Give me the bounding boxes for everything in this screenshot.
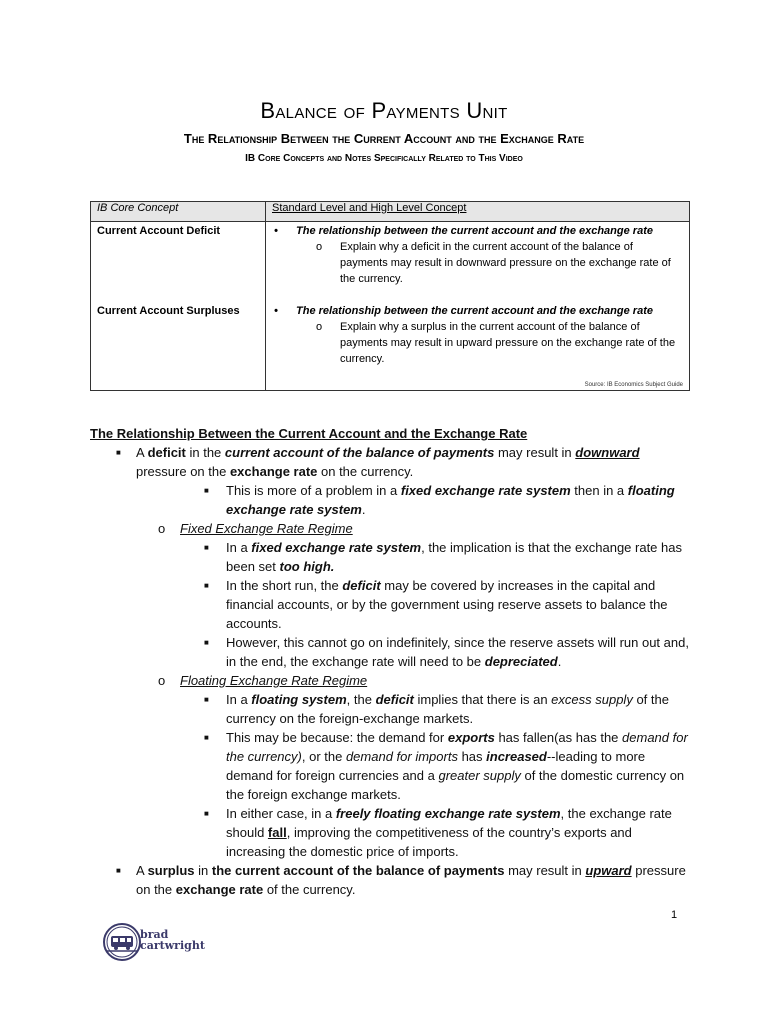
list-item: ■ A deficit in the current account of the balance of payments may result in downward pressure on the exchange rate on the currency.	[116, 445, 640, 479]
concept-deficit-block	[272, 225, 682, 287]
square-bullet-icon: ■	[116, 866, 121, 875]
table-cell-descriptions	[266, 222, 690, 391]
concept-deficit-heading: • The relationship between the current account and the exchange rate	[274, 225, 653, 237]
concept-surplus-label: Current Account Surpluses	[97, 305, 240, 317]
concepts-table	[90, 201, 690, 391]
logo-line-1: brad	[140, 928, 169, 941]
list-item: ■ In the short run, the deficit may be covered by increases in the capital and financial accounts, or by the government using reserve assets to balance the accounts.	[204, 578, 668, 631]
table-source-note: Source: IB Economics Subject Guide	[584, 382, 683, 388]
square-bullet-icon: ■	[204, 638, 209, 647]
table-header-level-concept: Standard Level and High Level Concept	[266, 202, 690, 222]
list-item	[90, 671, 690, 690]
square-bullet-icon: ■	[204, 695, 209, 704]
square-bullet-icon: ■	[116, 448, 121, 457]
circle-bullet-icon: o	[158, 673, 166, 688]
brad-cartwright-logo	[102, 919, 212, 965]
list-item: ■ A surplus in the current account of the balance of payments may result in upward pressure on the exchange rate of the currency.	[116, 863, 686, 897]
bus-logo-icon	[102, 919, 142, 965]
square-bullet-icon: ■	[204, 809, 209, 818]
bullet-icon: •	[274, 225, 278, 237]
circle-bullet-icon: o	[316, 241, 323, 253]
concept-deficit-label: Current Account Deficit	[97, 225, 221, 237]
list-item: ■ In either case, in a freely floating exchange rate system, the exchange rate should fall, improving the competitiveness of the country’s exports and increasing the domestic price of imports.	[204, 806, 672, 859]
square-bullet-icon: ■	[204, 486, 209, 495]
circle-bullet-icon: o	[158, 521, 166, 536]
square-bullet-icon: ■	[204, 581, 209, 590]
list-item: ■ However, this cannot go on indefinitely, since the reserve assets will run out and, in the end, the exchange rate will need to be depreciated.	[204, 635, 689, 669]
logo-line-2: cartwright	[140, 939, 205, 952]
circle-bullet-icon: o	[316, 321, 323, 333]
fixed-regime-heading: Fixed Exchange Rate Regime	[180, 521, 353, 536]
square-bullet-icon: ■	[204, 733, 209, 742]
list-item: ■ This may be because: the demand for exports has fallen(as has the demand for the currency), or the demand for imports has increased--leading to more demand for foreign currencies and a greater supply of the domestic currency on the foreign exchange markets.	[204, 730, 688, 802]
square-bullet-icon: ■	[204, 543, 209, 552]
concept-deficit-detail: o Explain why a deficit in the current account of the balance of payments may result in downward pressure on the exchange rate of the currency.	[316, 241, 671, 285]
document-title: Balance of Payments Unit	[260, 98, 508, 123]
table-header-ib-concept: IB Core Concept	[91, 202, 266, 222]
concept-surplus-block	[272, 305, 682, 367]
floating-regime-heading: Floating Exchange Rate Regime	[180, 673, 368, 688]
table-cell-concepts	[91, 222, 266, 391]
bullet-icon: •	[274, 305, 278, 317]
notes-body	[90, 424, 690, 899]
list-item: ■ This is more of a problem in a fixed exchange rate system then in a floating exchange rate system.	[204, 483, 675, 517]
document-subtitle: The Relationship Between the Current Account and the Exchange Rate	[183, 131, 585, 146]
logo-text	[140, 929, 205, 951]
concept-surplus-detail: o Explain why a surplus in the current account of the balance of payments may result in upward pressure on the exchange rate of the currency.	[316, 321, 676, 365]
concept-surplus-heading: • The relationship between the current account and the exchange rate	[274, 305, 653, 317]
list-item: ■ In a fixed exchange rate system, the implication is that the exchange rate has been set too high.	[204, 540, 682, 574]
page-number: 1	[671, 909, 678, 921]
document-subsubtitle: IB Core Concepts and Notes Specifically Related to This Video	[245, 153, 523, 164]
list-item	[90, 519, 690, 538]
section-heading: The Relationship Between the Current Account and the Exchange Rate	[90, 426, 528, 441]
list-item: ■ In a floating system, the deficit implies that there is an excess supply of the currency on the foreign-exchange markets.	[204, 692, 669, 726]
